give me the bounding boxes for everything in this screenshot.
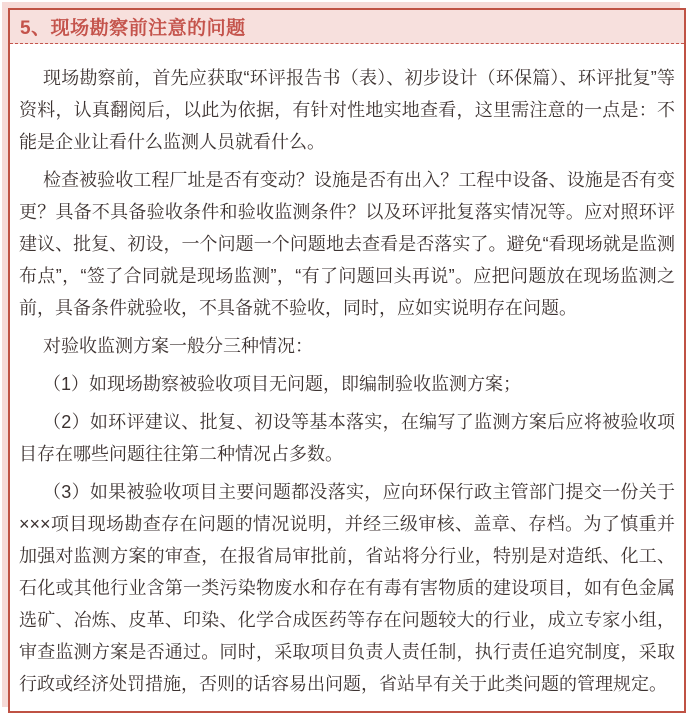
document-body [10,44,684,700]
paragraph: 对验收监测方案一般分三种情况： [43,336,313,356]
section-header [10,10,684,44]
paragraph: （3）如果被验收项目主要问题都没落实，应向环保行政主管部门提交一份关于×××项目现场勘查存在问题的情况说明，并经三级审核、盖章、存档。为了慎重并加强对监测方案的审查，在报省局审批前，省站将分行业，特别是对造纸、化工、石化或其他行业含第一类污染物废水和存在有毒有害物质的建设项目，如有色金属选矿、冶炼、皮革、印染、化学合成医药等存在问题较大的行业，成立专家小组，审查监测方案是否通过。同时，采取项目负责人责任制，执行责任追究制度，采取行政或经济处罚措施，否则的话容易出问题，省站早有关于此类问题的管理规定。 [19,482,675,694]
paragraph: （1）如现场勘察被验收项目无问题，即编制验收监测方案； [43,374,522,394]
section-title: 5、现场勘察前注意的问题 [20,18,246,39]
paragraph: 现场勘察前，首先应获取“环评报告书（表）、初步设计（环保篇）、环评批复”等资料，认真翻阅后，以此为依据，有针对性地实地查看，这里需注意的一点是：不能是企业让看什么监测人员就看什么。 [19,68,675,152]
paragraph: （2）如环评建议、批复、初设等基本落实，在编写了监测方案后应将被验收项目存在哪些问题往往第二种情况占多数。 [19,412,675,464]
document-box [8,8,686,713]
paragraph: 检查被验收工程厂址是否有变动？设施是否有出入？工程中设备、设施是否有变更？具备不具备验收条件和验收监测条件？以及环评批复落实情况等。应对照环评建议、批复、初设，一个问题一个问题地去查看是否落实了。避免“看现场就是监测布点”，“签了合同就是现场监测”，“有了问题回头再说”。应把问题放在现场监测之前，具备条件就验收，不具备就不验收，同时，应如实说明存在问题。 [19,170,675,318]
